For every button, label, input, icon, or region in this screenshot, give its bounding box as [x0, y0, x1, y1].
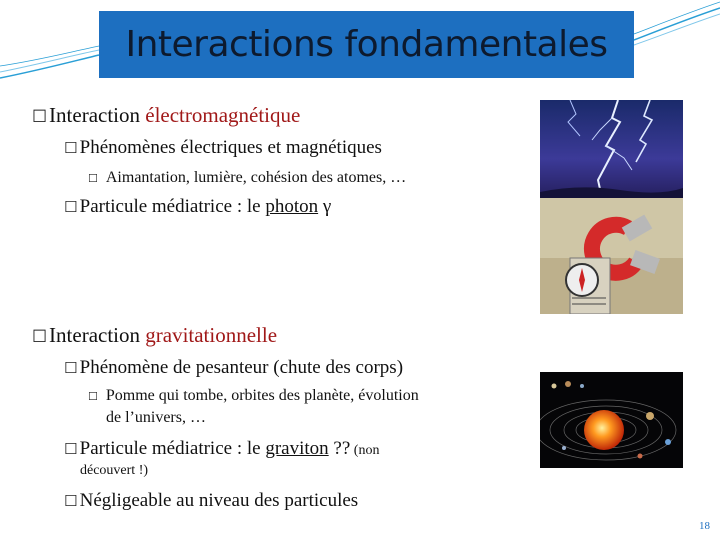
- section1-item2: ☐ Particule médiatrice : le photon γ: [64, 196, 332, 217]
- section1-heading: ☐Interaction électromagnétique: [32, 103, 301, 127]
- photon-link[interactable]: photon: [265, 196, 319, 217]
- section2-item2: ☐ Particule médiatrice : le graviton ?? (non: [64, 438, 380, 459]
- graviton-link[interactable]: graviton: [265, 438, 329, 459]
- solar-system-image: [540, 372, 683, 468]
- section2-item1: ☐ Phénomène de pesanteur (chute des corps): [64, 357, 404, 378]
- page-number: 18: [699, 520, 710, 532]
- square-bullet-icon: ☐: [88, 390, 98, 403]
- section2-heading: ☐Interaction gravitationnelle: [32, 323, 278, 347]
- section1-highlight: électromagnétique: [145, 103, 301, 127]
- square-bullet-icon: ☐: [88, 172, 98, 185]
- section2-item3: ☐ Négligeable au niveau des particules: [64, 490, 359, 511]
- square-bullet-icon: ☐: [64, 492, 78, 510]
- lightning-image: [540, 100, 683, 198]
- section1-item1: ☐ Phénomènes électriques et magnétiques: [64, 137, 382, 158]
- square-bullet-icon: ☐: [64, 440, 78, 458]
- title-banner: [99, 11, 634, 78]
- slide-title: Interactions fondamentales: [125, 24, 608, 65]
- section2-item2-note: découvert !): [80, 463, 149, 478]
- square-bullet-icon: ☐: [32, 106, 48, 126]
- magnet-compass-image: [540, 198, 683, 314]
- square-bullet-icon: ☐: [32, 326, 48, 346]
- section1-subitem1: ☐ Aimantation, lumière, cohésion des atomes, …: [88, 169, 407, 186]
- square-bullet-icon: ☐: [64, 359, 78, 377]
- section2-highlight: gravitationnelle: [145, 323, 278, 347]
- section2-subitem1: ☐ Pomme qui tombe, orbites des planète, évolution: [88, 387, 419, 404]
- square-bullet-icon: ☐: [64, 198, 78, 216]
- square-bullet-icon: ☐: [64, 139, 78, 157]
- section2-subitem1-cont: de l’univers, …: [106, 409, 206, 426]
